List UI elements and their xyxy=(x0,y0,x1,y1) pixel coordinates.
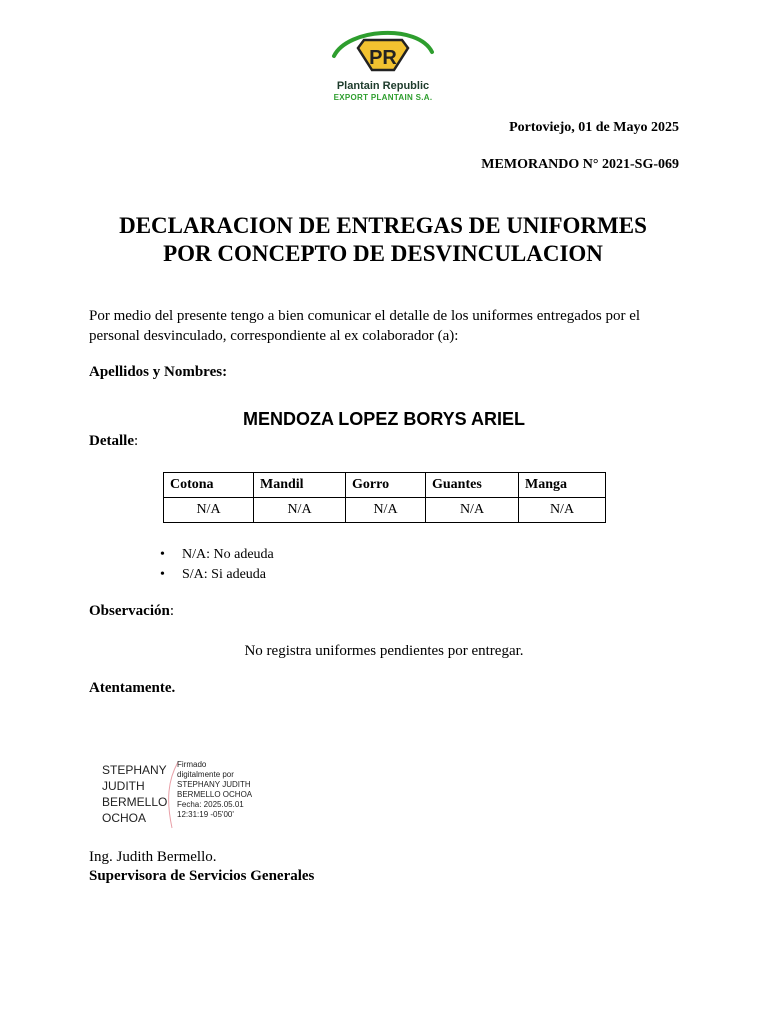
logo-company-subtitle: EXPORT PLANTAIN S.A. xyxy=(333,93,433,102)
signature-meta-line: Firmado xyxy=(177,760,207,769)
list-item: • N/A: No adeuda xyxy=(160,545,274,565)
signature-name-line: OCHOA xyxy=(102,811,147,825)
signature-metadata xyxy=(177,760,252,820)
observation-label xyxy=(89,603,174,620)
observation-label-text: Observación xyxy=(89,603,170,619)
title-line-1: DECLARACION DE ENTREGAS DE UNIFORMES xyxy=(119,213,647,238)
document-title xyxy=(0,212,768,268)
table-header-cell: Manga xyxy=(519,473,606,498)
signature-meta-line: digitalmente por xyxy=(177,770,234,779)
signer-name: Ing. Judith Bermello. xyxy=(89,849,217,865)
table-row xyxy=(164,498,606,523)
signature-name xyxy=(102,762,167,826)
detail-label xyxy=(89,433,138,450)
logo-monogram: PR xyxy=(369,47,397,69)
table-cell: N/A xyxy=(254,498,346,523)
signature-name-line: STEPHANY xyxy=(102,763,167,777)
signature-meta-line: 12:31:19 -05'00' xyxy=(177,810,234,819)
signer-role: Supervisora de Servicios Generales xyxy=(89,868,315,884)
names-label: Apellidos y Nombres: xyxy=(89,364,228,380)
title-line-2: POR CONCEPTO DE DESVINCULACION xyxy=(163,241,603,266)
table-header-cell: Cotona xyxy=(164,473,254,498)
observation-text: No registra uniformes pendientes por entregar. xyxy=(244,643,524,659)
logo-company-name: Plantain Republic xyxy=(336,80,430,92)
document-date: Portoviejo, 01 de Mayo 2025 xyxy=(509,120,679,135)
company-logo xyxy=(328,26,438,104)
detail-colon: : xyxy=(133,433,139,449)
table-header-row xyxy=(164,473,606,498)
observation-colon: : xyxy=(169,603,175,619)
table-cell: N/A xyxy=(346,498,426,523)
digital-signature xyxy=(100,760,260,830)
memo-number: MEMORANDO N° 2021-SG-069 xyxy=(481,157,679,172)
signature-meta-line: Fecha: 2025.05.01 xyxy=(177,800,244,809)
table-header-cell: Guantes xyxy=(426,473,519,498)
list-item: • S/A: Si adeuda xyxy=(160,565,274,585)
employee-name: MENDOZA LOPEZ BORYS ARIEL xyxy=(242,409,525,429)
signature-meta-line: BERMELLO OCHOA xyxy=(177,790,253,799)
intro-paragraph: Por medio del presente tengo a bien comunicar el detalle de los uniformes entregados por el personal desvinculado, correspondiente al ex colaborador (a): xyxy=(89,308,641,344)
table-cell: N/A xyxy=(519,498,606,523)
uniform-table xyxy=(163,472,606,523)
logo-mark xyxy=(328,26,438,82)
detail-label-text: Detalle xyxy=(89,433,134,449)
table-header-cell: Gorro xyxy=(346,473,426,498)
signature-name-line: BERMELLO xyxy=(102,795,168,809)
signature-name-line: JUDITH xyxy=(102,779,145,793)
legend-list xyxy=(160,545,274,585)
table-cell: N/A xyxy=(426,498,519,523)
closing: Atentamente. xyxy=(89,680,176,696)
signature-meta-line: STEPHANY JUDITH xyxy=(177,780,251,789)
table-header-cell: Mandil xyxy=(254,473,346,498)
table-cell: N/A xyxy=(164,498,254,523)
